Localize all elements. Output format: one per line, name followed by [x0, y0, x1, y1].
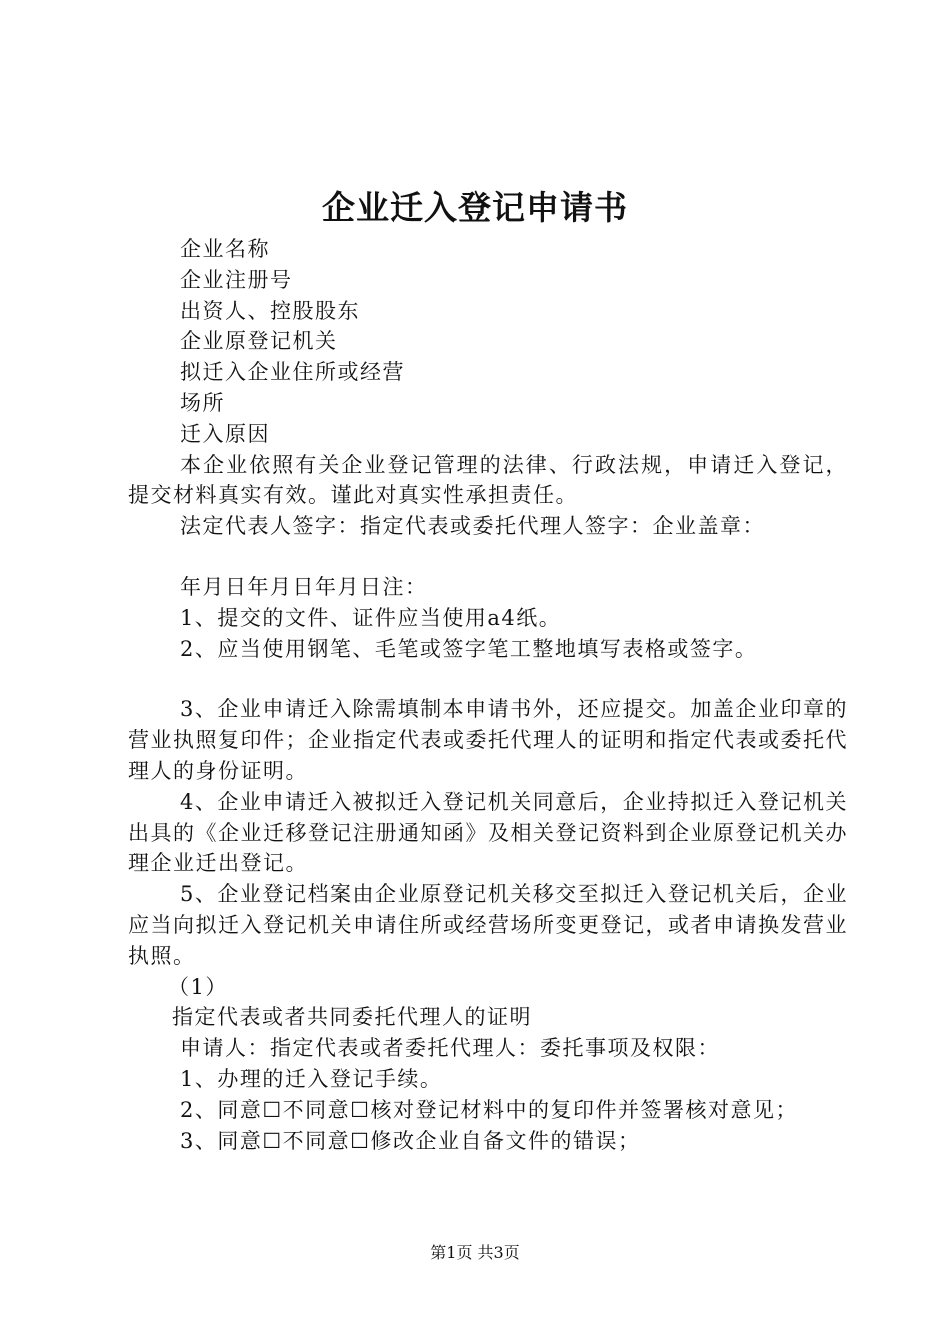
field-investor: 出资人、控股股东: [180, 298, 360, 323]
field-company-name: 企业名称: [180, 237, 270, 261]
field-registration-number: 企业注册号: [180, 267, 293, 292]
page-footer: 第1页 共3页: [430, 1243, 520, 1262]
note-item: 5、企业登记档案由企业原登记机关移交至拟迁入登记机关后，企业应当向拟迁入登记机关申请住所或经营场所变更登记，或者申请换发营业执照。: [128, 882, 848, 968]
spacer: [128, 542, 848, 572]
dates-note-line: 年月日年月日年月日注：: [180, 574, 428, 599]
field-reason: 迁入原因: [180, 421, 270, 446]
field-new-address-cont: 场所: [180, 390, 225, 415]
authority-item: 1、办理的迁入登记手续。: [180, 1066, 443, 1091]
field-original-authority: 企业原登记机关: [180, 329, 338, 354]
section-number: （1）: [168, 974, 228, 999]
authority-item: 3、同意☐不同意☐修改企业自备文件的错误；: [180, 1128, 641, 1153]
signature-line: 法定代表人签字：指定代表或委托代理人签字：企业盖章：: [180, 514, 765, 539]
declaration-paragraph: 本企业依照有关企业登记管理的法律、行政法规，申请迁入登记，提交材料真实有效。谨此对真实性承担责任。: [128, 452, 848, 508]
note-item: 3、企业申请迁入除需填制本申请书外，还应提交。加盖企业印章的营业执照复印件；企业指定代表或委托代理人的证明和指定代表或委托代理人的身份证明。: [128, 697, 848, 783]
section-title: 指定代表或者共同委托代理人的证明: [172, 1005, 532, 1030]
note-item: 4、企业申请迁入被拟迁入登记机关同意后，企业持拟迁入登记机关出具的《企业迁移登记注册通知函》及相关登记资料到企业原登记机关办理企业迁出登记。: [128, 789, 848, 876]
note-item: 2、应当使用钢笔、毛笔或签字笔工整地填写表格或签字。: [180, 636, 758, 661]
spacer: [128, 664, 848, 694]
field-new-address: 拟迁入企业住所或经营: [180, 360, 405, 385]
applicant-line: 申请人：指定代表或者委托代理人：委托事项及权限：: [180, 1036, 720, 1061]
document-body: [128, 234, 848, 1156]
authority-item: 2、同意☐不同意☐核对登记材料中的复印件并签署核对意见；: [180, 1097, 799, 1122]
document-title: 企业迁入登记申请书: [322, 188, 628, 227]
note-item: 1、提交的文件、证件应当使用a4纸。: [180, 605, 562, 630]
